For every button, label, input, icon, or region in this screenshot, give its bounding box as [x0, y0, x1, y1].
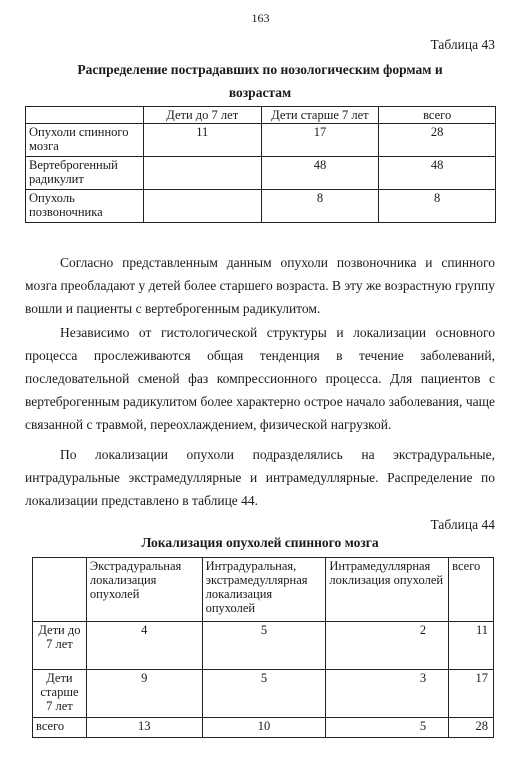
- table-header-cell: [26, 107, 144, 124]
- row-label: Опухоли спинного мозга: [26, 124, 144, 157]
- table-cell: 48: [379, 157, 496, 190]
- table-cell: 5: [202, 622, 326, 670]
- table-header-row: [26, 107, 496, 124]
- table-header-row: [33, 558, 494, 622]
- table-cell: 10: [202, 718, 326, 738]
- table-cell: 11: [143, 124, 261, 157]
- table-header-cell: Интрамедуллярная локлизация опухолей: [326, 558, 449, 622]
- row-label: всего: [33, 718, 87, 738]
- table-cell: 28: [449, 718, 494, 738]
- paragraph: По локализации опухоли подразделялись на экстрадуральные, интрадуральные экстрамедуллярные и интрамедуллярные. Распределение по локализации представлено в таблице 44.: [25, 447, 495, 508]
- table-header-cell: всего: [449, 558, 494, 622]
- table-cell: [143, 190, 261, 223]
- table-cell: 28: [379, 124, 496, 157]
- row-label: Дети старше 7 лет: [33, 670, 87, 718]
- table43-title-line2: возрастам: [228, 85, 292, 100]
- table-cell: 3: [326, 670, 449, 718]
- table-header-cell: [33, 558, 87, 622]
- table43: [25, 106, 496, 223]
- table-header-cell: всего: [379, 107, 496, 124]
- table-row: [26, 157, 496, 190]
- page-number: 163: [251, 11, 270, 25]
- table-row: [33, 718, 494, 738]
- table43-title-line1: Распределение пострадавших по нозологическим формам и: [77, 62, 443, 77]
- row-label: Вертеброгенный радикулит: [26, 157, 144, 190]
- table-cell: 9: [86, 670, 202, 718]
- table-row: [33, 622, 494, 670]
- table-row: [26, 124, 496, 157]
- paragraph: Независимо от гистологической структуры и локализации основного процесса прослеживаются общая тенденция в течение заболеваний, последовательной сменой фаз компрессионного процесса. Для пациентов с вертеброгенным радикулитом более характерно острое начало заболевания, чаще связанной с травмой, переохлаждением, физической нагрузкой.: [25, 325, 495, 432]
- table-cell: 8: [379, 190, 496, 223]
- table-cell: 5: [202, 670, 326, 718]
- table-row: [26, 190, 496, 223]
- table-header-cell: Экстрадуральная локализация опухолей: [86, 558, 202, 622]
- table-cell: 17: [449, 670, 494, 718]
- table-row: [33, 670, 494, 718]
- table-header-cell: Дети до 7 лет: [143, 107, 261, 124]
- row-label: Дети до 7 лет: [33, 622, 87, 670]
- table-cell: 13: [86, 718, 202, 738]
- paragraph: Согласно представленным данным опухоли позвоночника и спинного мозга преобладают у детей более старшего возраста. В эту же возрастную группу вошли и пациенты с вертеброгенным радикулитом.: [25, 255, 496, 316]
- table44-title: Локализация опухолей спинного мозга: [141, 535, 379, 550]
- table-cell: 2: [326, 622, 449, 670]
- table-cell: 8: [261, 190, 379, 223]
- table-cell: 5: [326, 718, 449, 738]
- table-cell: 11: [449, 622, 494, 670]
- table-header-cell: Интрадуральная, экстрамедуллярная локализация опухолей: [202, 558, 326, 622]
- table-cell: 17: [261, 124, 379, 157]
- table-cell: 48: [261, 157, 379, 190]
- row-label: Опухоль позвоночника: [26, 190, 144, 223]
- table44-label: Таблица 44: [430, 517, 495, 532]
- table-header-cell: Дети старше 7 лет: [261, 107, 379, 124]
- table44: [32, 557, 494, 738]
- table-cell: 4: [86, 622, 202, 670]
- table-cell: [143, 157, 261, 190]
- table43-label: Таблица 43: [430, 37, 495, 52]
